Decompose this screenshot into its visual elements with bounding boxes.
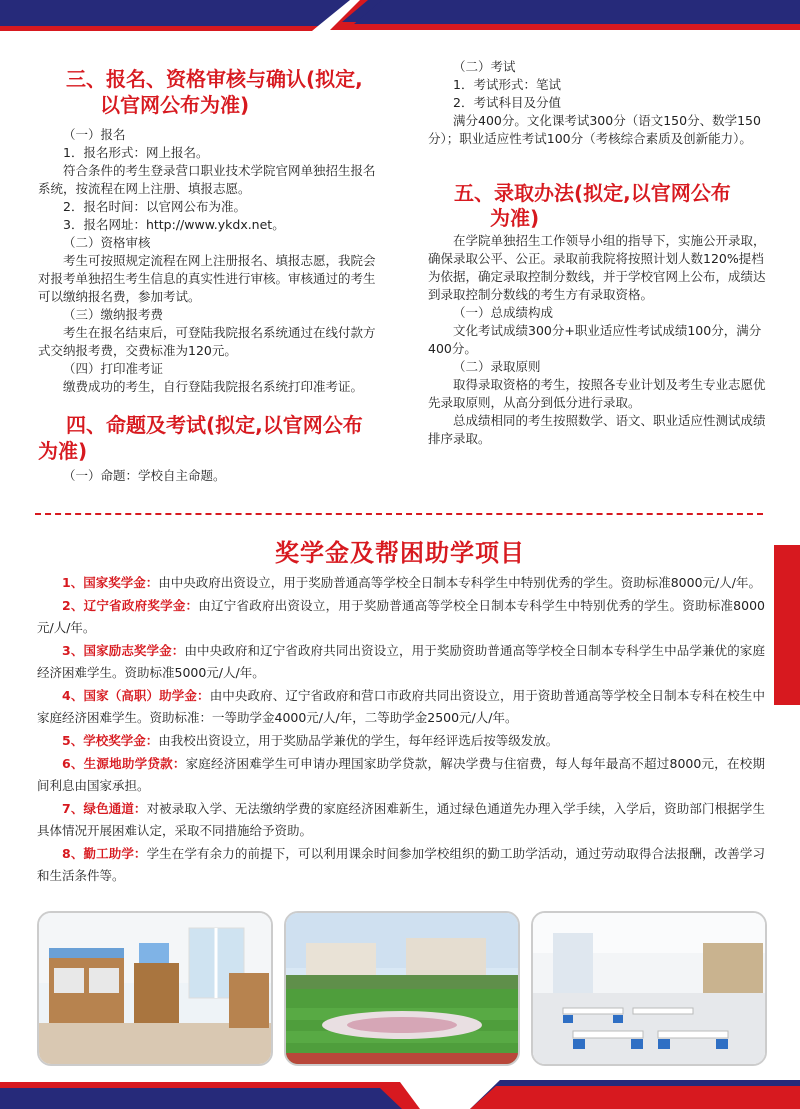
section3-body bbox=[38, 126, 378, 396]
list-item bbox=[37, 572, 765, 594]
s3-sub-fee: （三）缴纳报考费 bbox=[63, 307, 164, 322]
s4-sub-proposition: （一）命题：学校自主命题。 bbox=[63, 468, 226, 483]
item-name: 1、国家奖学金： bbox=[62, 575, 159, 590]
item-text: 由辽宁省政府出资设立，用于奖励普通高等学校全日制本专科学生中特别优秀的学生。资助标准8000元/人/年。 bbox=[37, 598, 765, 635]
item-text: 对被录取入学、无法缴纳学费的家庭经济困难新生，通过绿色通道先办理入学手续，入学后，资助部门根据学生具体情况开展困难认定，采取不同措施给予资助。 bbox=[37, 801, 765, 838]
s3-fee-text: 考生在报名结束后，可登陆我院报名系统通过在线付款方式交纳报考费，交费标准为120元。 bbox=[38, 325, 376, 358]
section-divider bbox=[35, 513, 763, 515]
s4-exam-subjects: 2．考试科目及分值 bbox=[453, 95, 561, 110]
s4-exam-form: 1．考试形式：笔试 bbox=[453, 77, 561, 92]
section3-title: 三、报名、资格审核与确认(拟定, bbox=[66, 67, 363, 91]
item-text: 由我校出资设立，用于奖励品学兼优的学生，每年经评选后按等级发放。 bbox=[158, 733, 559, 748]
item-text: 由中央政府、辽宁省政府和营口市政府共同出资设立，用于资助普通高等学校全日制本专科在校生中家庭经济困难学生。资助标准：一等助学金4000元/人/年，二等助学金2500元/人/年。 bbox=[37, 688, 765, 725]
s3-form: 1．报名形式：网上报名。 bbox=[63, 145, 209, 160]
canteen-photo bbox=[531, 911, 767, 1066]
dormitory-photo bbox=[37, 911, 273, 1066]
item-name: 8、勤工助学： bbox=[62, 846, 147, 861]
item-name: 2、辽宁省政府奖学金： bbox=[62, 598, 199, 613]
s5-tie-text: 总成绩相同的考生按照数学、语文、职业适应性测试成绩排序录取。 bbox=[428, 413, 766, 446]
sports-field-photo bbox=[284, 911, 520, 1066]
s3-sub-ticket: （四）打印准考证 bbox=[63, 361, 164, 376]
item-name: 7、绿色通道： bbox=[62, 801, 147, 816]
s4-exam-score: 满分400分。文化课考试300分（语文150分、数学150分）；职业适应性考试100分（考核综合素质及创新能力）。 bbox=[428, 113, 761, 146]
s3-sub-register: （一）报名 bbox=[63, 127, 126, 142]
top-left-band bbox=[0, 0, 360, 32]
section4-title-line2: 为准) bbox=[38, 439, 88, 463]
bottom-left-band bbox=[0, 1074, 420, 1109]
s3-review-text: 考生可按照规定流程在网上注册报名、填报志愿，我院会对报考单独招生考生信息的真实性进行审核。审核通过的考生可以缴纳报名费，参加考试。 bbox=[38, 253, 376, 304]
list-item bbox=[37, 798, 765, 842]
item-name: 4、国家（高职）助学金： bbox=[62, 688, 210, 703]
section4-left-body bbox=[38, 467, 378, 485]
item-text: 家庭经济困难学生可申请办理国家助学贷款，解决学费与住宿费，每人每年最高不超过8000元，在校期间利息由国家承担。 bbox=[37, 756, 765, 793]
list-item bbox=[37, 843, 765, 887]
top-right-band bbox=[330, 0, 800, 36]
s5-total-text: 文化考试成绩300分+职业适应性考试成绩100分，满分400分。 bbox=[428, 323, 762, 356]
section3-title-line2: 以官网公布为准) bbox=[100, 93, 250, 117]
scholarship-title: 奖学金及帮困助学项目 bbox=[275, 539, 525, 567]
s3-time: 2．报名时间：以官网公布为准。 bbox=[63, 199, 246, 214]
item-name: 5、学校奖学金： bbox=[62, 733, 159, 748]
right-side-tab bbox=[774, 545, 800, 705]
list-item bbox=[37, 595, 765, 639]
list-item bbox=[37, 730, 765, 752]
s3-sub-review: （二）资格审核 bbox=[63, 235, 151, 250]
item-text: 学生在学有余力的前提下，可以利用课余时间参加学校组织的勤工助学活动，通过劳动取得合法报酬，改善学习和生活条件等。 bbox=[37, 846, 765, 883]
item-name: 6、生源地助学贷款： bbox=[62, 756, 186, 771]
scholarship-list bbox=[37, 572, 765, 888]
item-name: 3、国家励志奖学金： bbox=[62, 643, 185, 658]
list-item bbox=[37, 640, 765, 684]
s4-sub-exam: （二）考试 bbox=[453, 59, 516, 74]
s5-sub-principle: （二）录取原则 bbox=[453, 359, 541, 374]
list-item bbox=[37, 685, 765, 729]
list-item bbox=[37, 753, 765, 797]
section4-title: 四、命题及考试(拟定,以官网公布 bbox=[66, 413, 363, 437]
section5-title-line2: 为准) bbox=[490, 206, 540, 230]
item-text: 由中央政府出资设立，用于奖励普通高等学校全日制本专科学生中特别优秀的学生。资助标准8000元/人/年。 bbox=[158, 575, 761, 590]
s3-ticket-text: 缴费成功的考生，自行登陆我院报名系统打印准考证。 bbox=[63, 379, 364, 394]
section5-body bbox=[428, 232, 768, 448]
item-text: 由中央政府和辽宁省政府共同出资设立，用于奖励资助普通高等学校全日制本专科学生中品学兼优的家庭经济困难学生。资助标准5000元/人/年。 bbox=[37, 643, 765, 680]
s5-sub-total: （一）总成绩构成 bbox=[453, 305, 554, 320]
s5-principle-text: 取得录取资格的考生，按照各专业计划及考生专业志愿优先录取原则，从高分到低分进行录取。 bbox=[428, 377, 766, 410]
s5-intro: 在学院单独招生工作领导小组的指导下，实施公开录取，确保录取公平、公正。录取前我院将按照计划人数120%提档为依据，确定录取控制分数线，并于学校官网上公布，成绩达到录取控制分数线的考生方有录取资格。 bbox=[428, 233, 766, 302]
section4-right-body bbox=[428, 58, 768, 148]
s3-url: 3．报名网址：http://www.ykdx.net。 bbox=[63, 217, 285, 232]
bottom-right-band bbox=[470, 1074, 800, 1109]
section5-title: 五、录取办法(拟定,以官网公布 bbox=[454, 181, 731, 205]
s3-system: 符合条件的考生登录营口职业技术学院官网单独招生报名系统，按流程在网上注册、填报志愿。 bbox=[38, 163, 376, 196]
